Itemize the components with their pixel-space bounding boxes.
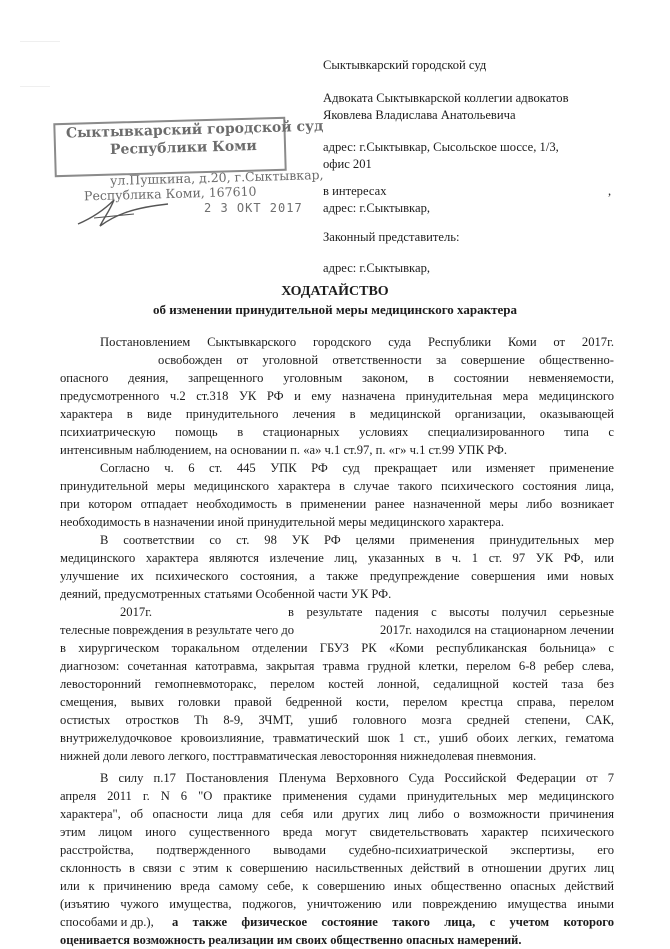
stamp-line4: Республика Коми, 167610 — [83, 183, 257, 204]
text-line: освобожден от уголовной ответственности за совершение общественно- — [158, 353, 614, 367]
text-line: Постановлением Сыктывкарского городского суда Республики Коми от 2017г. — [100, 335, 614, 349]
text-line: деяний, предусмотренных статьями Особенной части УК РФ. — [60, 587, 392, 601]
text-line: предусмотренного ч.2 ст.318 УК РФ и ему назначена принудительная мера медицинского — [60, 389, 614, 403]
stamp-date: 2 3 ОКТ 2017 — [204, 201, 303, 215]
stamp-line2: Республики Коми — [109, 137, 257, 159]
address-line1: адрес: г.Сыктывкар, Сысольское шоссе, 1/3, — [323, 140, 559, 154]
text-line: нижней доли левого легкого, посттравматическая левосторонняя нижнедолевая пневмония. — [60, 749, 537, 763]
text-line: внутрижелудочковое кровоизлияние, травматический шок 1 ст., ушиб обоих легких, гематома — [60, 731, 614, 745]
text-line-bold: оценивается возможность реализации им своих общественно опасных намерений. — [60, 933, 522, 947]
address-line2: офис 201 — [323, 157, 372, 171]
scan-artifact — [20, 41, 60, 42]
interests-comma: , — [608, 184, 612, 198]
scan-artifact — [20, 86, 50, 87]
text-line: необходимость в назначении иной принудительной меры медицинского характера. — [60, 515, 504, 529]
signature-icon — [74, 192, 174, 232]
text-line: опасного деяния, запрещенного уголовным законом, в состоянии невменяемости, — [60, 371, 614, 385]
text-fragment: 2017г. — [120, 605, 153, 619]
text-line: расстройства, подтвержденного выводами судебно-психиатрической экспертизы, его — [60, 843, 614, 857]
document-subtitle: об изменении принудительной меры медицинского характера — [153, 302, 517, 317]
text-line: характера", об опасности лица для себя или других лиц либо о возможности причинения — [60, 807, 614, 821]
text-line: характера в виде принудительного лечения в медицинской организации, оказывающей — [60, 407, 614, 421]
text-line: или к причинению вреда самому себе, к совершению иных общественно опасных действий — [60, 879, 614, 893]
text-line: в хирургическом торакальном отделении ГБУЗ РК «Коми республиканская больница» с — [60, 641, 614, 655]
text-line: диагнозом: сочетанная катотравма, закрытая травма грудной клетки, перелом 6-8 ребер слева, — [60, 659, 614, 673]
text-line: улучшение их психического состояния, а также предупреждение совершения ими новых — [60, 569, 614, 583]
legal-rep-label: Законный представитель: — [323, 230, 460, 244]
stamp-line1: Сыктывкарский городской суд — [65, 118, 324, 142]
text-line: В соответствии со ст. 98 УК РФ целями применения принудительных мер — [100, 533, 614, 547]
text-line: интенсивным наблюдением, на основании п. «а» ч.1 ст.97, п. «г» ч.1 ст.99 УПК РФ. — [60, 443, 508, 457]
interests-address: адрес: г.Сыктывкар, — [323, 201, 431, 215]
text-fragment: телесные повреждения в результате чего до — [60, 623, 295, 637]
text-line: склонность в связи с этим к совершению насильственных действий в отношении других лиц — [60, 861, 614, 875]
text-line: апреля 2011 г. N 6 "О практике применения судами принудительных мер медицинского — [60, 789, 614, 803]
court-name: Сыктывкарский городской суд — [323, 58, 487, 72]
text-line-bold: а также физическое состояние такого лица, с учетом которого — [172, 915, 614, 929]
text-line: психиатрическую помощь в стационарных условиях специализированного типа с — [60, 425, 614, 439]
text-line: смещения, вывих головки правой бедренной кости, перелом крестца справа, перелом — [60, 695, 614, 709]
text-line: остистых отростков Th 8-9, ЗЧМТ, ушиб головного мозга средней степени, САК, — [60, 713, 614, 727]
text-fragment: способами и др.), — [60, 915, 154, 929]
text-line: левосторонний гемопневмоторакс, перелом костей лонной, седалищной костей таза без — [60, 677, 614, 691]
text-line: 2017г. находился на стационарном лечении — [380, 623, 614, 637]
text-line: В силу п.17 Постановления Пленума Верховного Суда Российской Федерации от 7 — [100, 771, 614, 785]
document-title: ХОДАТАЙСТВО — [281, 284, 389, 299]
text-line: в результате падения с высоты получил серьезные — [288, 605, 614, 619]
lawyer-line2: Яковлева Владислава Анатольевича — [323, 108, 516, 122]
text-line: этим лицом иного существенного вреда могут свидетельствовать характер психического — [60, 825, 614, 839]
legal-rep-address: адрес: г.Сыктывкар, — [323, 261, 431, 275]
text-line: Согласно ч. 6 ст. 445 УПК РФ суд прекращает или изменяет применение — [100, 461, 614, 475]
text-line: (изъятию чужого имущества, поджогов, уничтожению или повреждению имущества иными — [60, 897, 614, 911]
text-line: при котором отпадает необходимость в применении ранее назначенной меры либо возникает — [60, 497, 614, 511]
text-line: медицинского характера являются излечение лиц, указанных в ч. 1 ст. 97 УК РФ, или — [60, 551, 614, 565]
stamp-line3: ул.Пушкина, д.20, г.Сыктывкар, — [109, 167, 324, 188]
text-line: принудительной меры медицинского характера в случае такого психического состояния лица, — [60, 479, 614, 493]
lawyer-line1: Адвоката Сыктывкарской коллегии адвокатов — [323, 91, 569, 105]
interests-label: в интересах — [323, 184, 387, 198]
